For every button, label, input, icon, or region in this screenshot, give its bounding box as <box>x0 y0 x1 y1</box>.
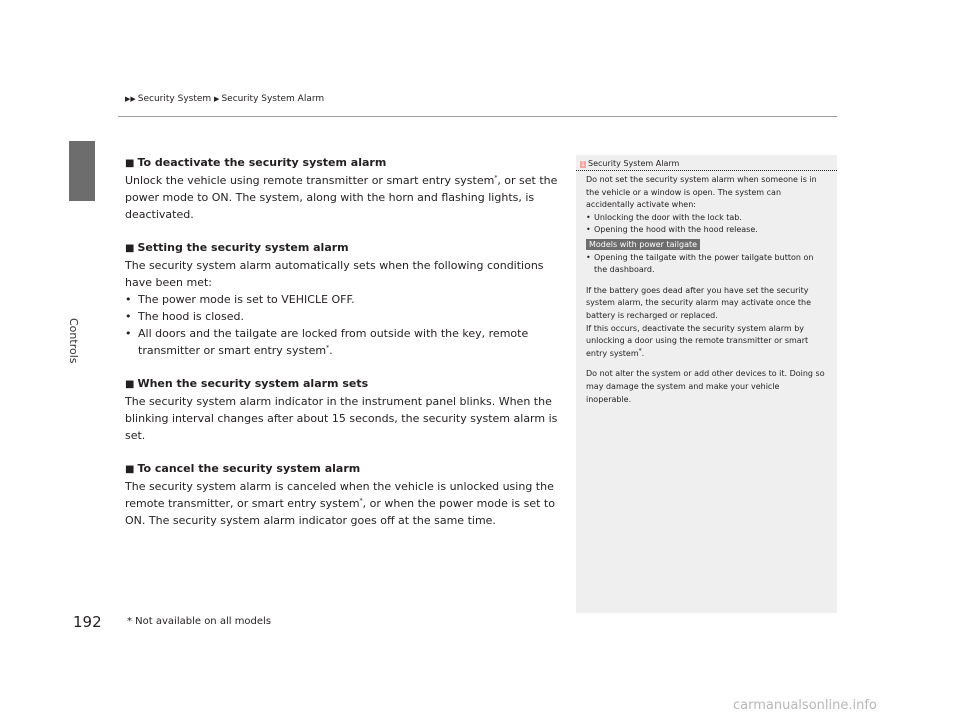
square-bullet-icon: ■ <box>125 243 135 254</box>
list-item: • The power mode is set to VEHICLE OFF. <box>125 293 355 306</box>
breadcrumb <box>125 94 324 104</box>
note-paragraph: Do not alter the system or add other devices to it. Doing so may damage the system and make your vehicle inoperable. <box>586 369 825 404</box>
page-number: 192 <box>73 613 102 631</box>
section-setting <box>125 239 565 359</box>
main-content <box>125 154 565 545</box>
note-paragraph: Do not set the security system alarm when someone is in the vehicle or a window is open. The system can accidentally activate when: <box>586 175 817 210</box>
sidebar-tab <box>69 141 95 201</box>
section-text: The security system alarm automatically sets when the following conditions have been met: <box>125 259 544 289</box>
note-divider <box>576 170 837 171</box>
square-bullet-icon: ■ <box>125 158 135 169</box>
breadcrumb-item-2[interactable]: Security System Alarm <box>221 94 325 104</box>
note-paragraph: If this occurs, deactivate the security system alarm by unlocking a door using the remote transmitter or smart entry system*. <box>586 323 809 358</box>
section-heading: ■ When the security system alarm sets <box>125 377 369 390</box>
square-bullet-icon: ■ <box>125 379 135 390</box>
model-badge: Models with power tailgate <box>586 239 700 250</box>
square-bullet-icon: ■ <box>125 464 135 475</box>
list-item: • The hood is closed. <box>125 310 244 323</box>
note-title[interactable]: 1 Security System Alarm <box>581 159 680 168</box>
section-text: The security system alarm indicator in the instrument panel blinks. When the blinking interval changes after about 15 seconds, the security system alarm is set. <box>125 395 558 442</box>
section-heading: ■ To deactivate the security system alarm <box>125 156 387 169</box>
list-item: • All doors and the tailgate are locked from outside with the key, remote transmitter or smart entry system*. <box>125 327 529 357</box>
header-divider <box>118 116 837 117</box>
breadcrumb-arrow-icon: ▶ <box>214 95 220 103</box>
note-paragraph: If the battery goes dead after you have set the security system alarm, the security alarm may activate once the battery is recharged or replaced. <box>586 285 812 320</box>
breadcrumb-arrow-icon: ▶▶ <box>125 95 136 103</box>
watermark: carmanualsonline.info <box>733 698 877 713</box>
section-heading: ■ To cancel the security system alarm <box>125 462 361 475</box>
footnote: * Not available on all models <box>127 616 272 627</box>
note-bullet: • Opening the tailgate with the power tailgate button on the dashboard. <box>586 252 814 275</box>
section-sets <box>125 375 565 444</box>
side-note-panel <box>576 155 837 613</box>
condition-list <box>125 291 565 359</box>
section-deactivate <box>125 154 565 223</box>
note-number-icon: 1 <box>581 161 585 168</box>
section-cancel <box>125 460 565 529</box>
section-text: The security system alarm is canceled when the vehicle is unlocked using the remote transmitter, or smart entry system*, or when the power mode is set to ON. The security system alarm indicator goes off at the same time. <box>125 480 555 527</box>
note-bullet: • Unlocking the door with the lock tab. <box>586 212 742 222</box>
breadcrumb-item-1[interactable]: Security System <box>137 94 212 104</box>
section-label: Controls <box>67 318 80 364</box>
section-heading: ■ Setting the security system alarm <box>125 241 349 254</box>
note-bullet: • Opening the hood with the hood release. <box>586 225 758 235</box>
note-body <box>586 174 826 406</box>
section-text: Unlock the vehicle using remote transmitter or smart entry system*, or set the power mode to ON. The system, along with the horn and flashing lights, is deactivated. <box>125 174 558 221</box>
